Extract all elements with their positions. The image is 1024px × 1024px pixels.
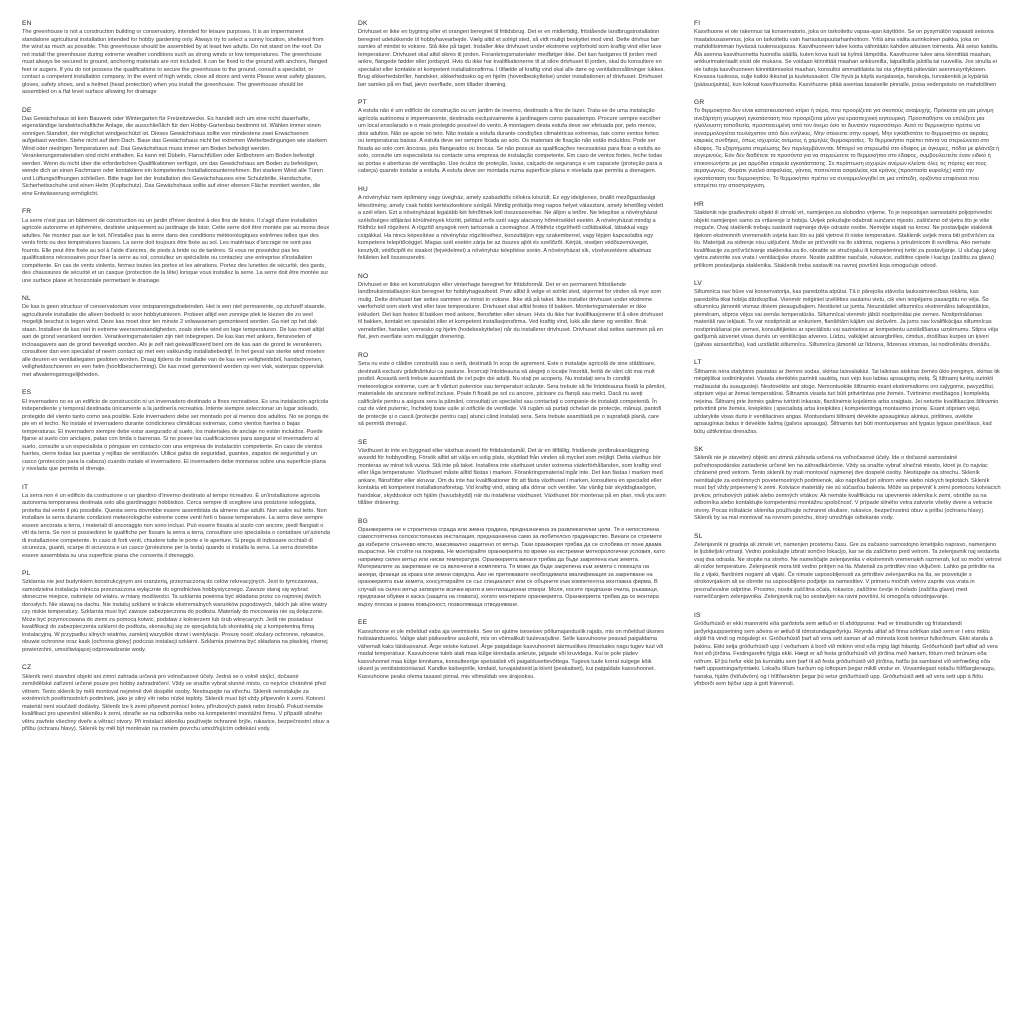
language-code: IS: [694, 611, 701, 619]
instruction-paragraph: A növényház nem építmény vagy üvegház, amely szabadidős célokra készült. Ez egy ideiglenes, önálló mezőgazdasági létesítmény, amely csak hobbi kertészkedésre szolgál. Mindig próbálja meg napos helyet választani, amely lehetőleg védett a szél ellen. Ezt a növényházat legalább két felnőttnek kell összeszerelnie. Ne álljon a tetőre. Ne telepítse a növényházat szélsőséges időjárási körülmények között, például erős szél vagy alacsony hőmérséklet esetén. A növényházat mindig a földhöz kell rögzíteni. A rögzítő anyagok nem tartoznak a csomaghoz. A földhöz rögzíthető csőlábakkal, lábakkal vagy csigákkal. Ha nincs képesítése a növényház rögzítéséhez, konzultáljon egy szakemberrel, vagy lépjen kapcsolatba egy kompetens telepítőcéggel. Magas szél esetén zárja be az összes ajtót és szellőzőt. Kérjük, viseljen védőszemüveget, kesztyűt, védőcipőt és sisakot (fejvédelmet) a növényház telepítése során. A növényházat sík, vízelvezetésre alkalmas felületen kell összeszerelni.: [358, 195, 664, 262]
instruction-paragraph: Kasvuhoone ei ole mõeldud vaba aja veetmiseks. See on ajutine iseseisev põllumajanduslik rajatis, mis on mõeldud üksnes hobiaianduseks. Valige alati päikeseline asukoht, mis on võimalikult tuulevarjuline. Selle kasvuhoone peavad paigaldama vähemalt kaks täiskasvanut. Ärge seiske katusel. Ärge paigaldage kasvuhoonet äärmuslikes ilmaoludes nagu tugev tuul või madal temperatuur. Kasvuhoone tuleb alati maa külge kinnitada ankrute, jalgade või kruvidega. Kui te pole pädev kasvuhoonet maa külge kinnitama, konsulteerige spetsialisti või paigaldusettevõttega. Tugeva tuule korral sulgege kõik uksed ja ventilatsiooniavad. Kandke kaitseprille, kindaid, turvajalatseid ja kiivrit (peakaitset), kui paigaldate kasvuhoonet. Kasvuhoone peaks olema tasasel pinnal, mis võimaldab vee ärajooksu.: [358, 628, 664, 680]
language-section-es: [22, 389, 330, 473]
language-code: RO: [358, 351, 369, 359]
language-code: FR: [22, 208, 32, 216]
language-code: LT: [694, 359, 702, 367]
column-middle: [358, 20, 666, 1024]
instruction-paragraph: A estufa não é um edifício de construção ou um jardim de inverno, destinado a fins de lazer. Trata-se de uma instalação agrícola autónoma e impermanente, destinada exclusivamente à jardinagem como passatempo. Procure sempre escolher um local ensolarado e o mais protegido possível do vento. A montagem desta estufa deve ser efetuada por, pelo menos, dois adultos. Não se apoie no teto. Não instale a estufa durante condições climatéricas extremas, tais como ventos fortes ou temperaturas baixas. A estufa deve ser sempre fixada ao solo. Os materiais de fixação não estão incluídos. Pode ser fixada ao solo com âncoras, pés flangeados ou brocas. Se não possuir as qualificações necessárias para fixar a estufa ao solo, consulte um especialista ou contacte uma empresa de instalação competente. Em caso de ventos fortes, feche todas as portas e aberturas de ventilação. Use óculos de proteção, luvas, calçado de segurança e um capacete (proteção para a cabeça) quando instalar a estufa. A estufa deve ser montada numa superfície plana e nivelada que permita a drenagem.: [358, 108, 663, 175]
instruction-paragraph: Staklenik nije građevinski objekt ili zimski vrt, namijenjen za slobodno vrijeme. To je nepostojan samostalni poljoprivredni objekt namijenjen samo za vrtlarenje iz hobija. Uvijek pokušajte odabrati sunčano mjesto, zaštićeno od vjetra što je više moguće. Ovaj staklenik trebaju sastaviti najmanje dvije odrasle osobe. Nemojte stajati na krovu. Ne postavljajte staklenik tijekom ekstremnih vremenskih uvjeta kao što su jaki vjetrovi ili niske temperature. Staklenik uvijek mora biti pričvršćen za tlo. Materijali za sidrenje nisu uključeni. Može se pričvrstiti na tlo sidrima, nogama s prirubnicom ili svrdlima. Ako nemate kvalifikacije za pričvršćivanje staklenika za tlo, obratite se stručnjaku ili kompetentnoj tvrtki za postavljanje. U slučaju jakog vjetra zatvorite sva vrata i ventilacijske otvore. Nosite zaštitne naočale, rukavice, zaštitne cipele i kacigu (zaštitu za glavu) prilikom postavljanja staklenika. Staklenik treba sastaviti na ravnoj površini koja omogućuje odvod.: [694, 210, 997, 269]
language-code: SK: [694, 446, 704, 454]
instruction-paragraph: Das Gewächshaus ist kein Bauwerk oder Wintergarten für Freizeitzwecke. Es handelt sich um eine nicht dauerhafte, eigenständige landwirtschaftliche Anlage, die ausschließlich für den Hobby-Gartenbau bestimmt ist. Wählen immer einen sonnigen Standort, der möglichst windgeschützt ist. Dieses Gewächshaus sollte von mindestens zwei Erwachsenen aufgebaut werden. Stehe nicht auf dem Dach. Baue das Gewächshaus nicht bei extremen Wetterbedingungen wie starkem Wind oder niedrigen Temperaturen auf. Das Gewächshaus muss immer am Boden befestigt werden. Verankerungsmaterialien sind nicht enthalten. Es kann mit Dübeln, Flanschfüßen oder Erdbohrern am Boden befestigt werden. Wenn du nicht über die erforderlichen Qualifikationen verfügst, um das Gewächshaus am Boden zu befestigen, wende dich an einen Fachmann oder kontaktiere ein kompetentes Installationsunternehmen. Bei starkem Wind alle Türen und Lüftungsöffnungen schließen. Bitte trage bei der Installation des Gewächshauses eine Schutzbrille, Handschuhe, Sicherheitsschuhe und einen Helm (Kopfschutz). Das Gewächshaus sollte auf einer ebenen Fläche montiert werden, die eine Entwässerung ermöglicht.: [22, 115, 327, 197]
instruction-paragraph: Växthuset är inte en byggnad eller växthus avsett för fritidsändamål. Det är en tillfällig, fristående jordbruksanläggning avsedd för hobbyodling. Försök alltid att välja en solig plats, skyddad från vinden så mycket som möjligt. Detta växthus bör monteras av minst två vuxna. Stå inte på taket. Installera inte växthuset under extrema väderförhållanden, som kraftig vind eller låga temperaturer. Växthuset måste alltid fästas i marken. Förankringsmaterial ingår inte. Det kan fästas i marken med ankare, flänsfötter eller skruvar. Om du inte har kvalifikationer för att fästa växthuset i marken, konsultera en specialist eller kontakta ett kompetent installationsföretag. Vid kraftig vind, stäng alla dörrar och ventiler. Var vänlig bär skyddsglasögon, handskar, skyddsskor och hjälm (huvudskydd) när du installerar växthuset. Växthuset bör monteras på en plan, nivå yta som tillåter dränering.: [358, 447, 666, 507]
language-section-fr: [22, 208, 330, 285]
instruction-paragraph: Szklarnia nie jest budynkiem konstrukcyjnym ani oranżerią, przeznaczoną do celów rekreacyjnych. Jest to tymczasowa, samodzielna instalacja rolnicza przeznaczona wyłącznie do ogrodnictwa hobbystycznego. Zawsze staraj się wybrać słoneczne miejsce, osłonięte od wiatru, w miarę możliwości. Ta szklarnia powinna być składana przez co najmniej dwóch dorosłych. Nie stawaj na dachu. Nie instaluj szklarni w trakcie ekstremalnych warunków pogodowych, takich jak silne wiatry czy niskie temperatury. Szklarnia musi być zawsze zabezpieczona do podłoża. Materiały do mocowania nie są dołączone. Może być przymocowana do ziemi za pomocą kotwic, podstaw z kołnierzem lub śrub wkręcanych. Jeśli nie posiadasz kwalifikacji do zabezpieczenia szklarni do podłoża, skonsultuj się ze specjalistą lub skontaktuj się z kompetentną firmą instalacyjną. W przypadku silnych wiatrów, zamknij wszystkie drzwi i wentylacje. Proszę nosić okulary ochronne, rękawice, obuwie ochronne oraz kask (ochrona głowy) podczas instalacji szklarni. Szklarnia powinna być składana na płaskiej, równej powierzchni, umożliwiającej odprowadzanie wody.: [22, 579, 328, 653]
language-code: CZ: [22, 664, 32, 672]
instruction-paragraph: Sera nu este o clădire construită sau o seră, destinată în scop de agrement. Este o instalație agricolă de sine stătătoare, destinată exclusiv grădinăritului ca pasiune. Încercați întotdeauna să alegeți o locație însorită, ferită de vânt cât mai mult posibil. Această seră trebuie asamblată de cel puțin doi adulți. Nu stați pe acoperiș. Nu instalați sera în condiții meteorologice extreme, cum ar fi vânturi puternice sau temperaturi scăzute. Sera trebuie să fie întotdeauna fixată la pământ, materialele de ancorare nefiind incluse. Poate fi fixată pe sol cu ancore, picioare cu flanșă sau melci. Dacă nu aveți calificările pentru a asigura sera la pământ, consultați un specialist sau contactați o companie de instalații competentă. În caz de vânt puternic, închideți toate ușile și orificiile de ventilație. Vă rugăm să purtați ochelari de protecție, mănuși, pantofi de protecție și o cască (protecție pentru cap) atunci când instalați sera. Sera trebuie asamblată pe o suprafață plană, care să permită drenajul.: [358, 361, 666, 428]
language-section-en: [22, 20, 330, 97]
language-code: DE: [22, 106, 32, 114]
language-section-is: [694, 612, 1002, 689]
language-code: PL: [22, 570, 31, 578]
language-code: SE: [358, 438, 368, 446]
language-code: BG: [358, 517, 368, 525]
language-section-dk: [358, 20, 666, 89]
instruction-paragraph: Siltumnīca nav būve vai konservatorija, kas paredzēta atpūtai. Tā ir pārejoša stāvoša lauksaimniecības iekārta, kas paredzēta tikai hobija dārzkopībai. Vienmēr mēģiniet izvēlēties saulainu vietu, cik vien iespējams pasargātu no vēja. Šo siltumnīcu jāmontē vismaz diviem pieaugušajiem. Nestāviet uz jumta. Neuzstādiet siltumnīcu ekstremālos laikapstākļos, piemēram, stipros vējos vai zemās temperatūrās. Siltumnīcai vienmēr jābūt nostiprinātai pie zemes. Nostiprināšanas materiāli nav iekļauti. To var nostiprināt ar enkuriem, flanšētām kājām vai skrūvēm. Ja jums nav kvalifikācijas siltumnīcas nostiprināšanai pie zemes, konsultējieties ar speciālistu vai sazinieties ar kompetentu uzstādīšanas uzņēmumu. Stipra vēja gadījumā aizveriet visas durvis un ventilācijas atveres. Lūdzu, valkājiet aizsargbrilles, cimdus, drošības kurpes un ķiveri (galvas aizsardzība), kad uzstādāt siltumnīcu. Siltumnīca jāmontē uz līdzena, līdzenas virsmas, lai nodrošinātu drenāžu.: [694, 289, 999, 348]
language-code: PT: [358, 99, 367, 107]
instruction-paragraph: De kas is geen structuur of conservatorium voor ontspanningsdoeleinden. Het is een niet permanente, op zichzelf staande, agriculturele installatie die alleen bedoeld is voor hobbytuinieren. Probeer altijd een zonnige plek te kiezen die zo veel mogelijk beschut is tegen wind. Deze kas moet door ten minste 2 volwassenen gemonteerd worden. Ga niet op het dak staan. Installeer de kas niet in extreme weersomstandigheden, zoals sterke wind en lage temperaturen. De kas moet altijd aan de grond verankerd worden. Verankeringsmaterialen zijn niet inbegrepen. De kas kan met ankers, flensvoeten of incloaagavers aan de grond bevestigd worden. Als je zelf niet gekwalificeerd bent om de kas aan de grond te verankeren, consulteer dan een specialist of neem contact op met een vakkundig installatiebedrijf. In het geval van sterke wind moeten alle deuren en ventilatiegaten gesloten worden. Draag tijdens de installatie van de kas een veiligheidsbril, handschoenen, veiligheidsschoenen en een helm (hoofdbescherming). De kas moet gemonteerd worden op een vlak, waterpas oppervlak met afwateringsmogelijkheden.: [22, 304, 326, 378]
instruction-paragraph: El invernadero no es un edificio de construcción ni un invernadero destinado a fines recreativos. Es una instalación agrícola independiente y temporal destinada únicamente a la jardinería recreativa. Intente siempre seleccionar un lugar soleado, protegido del viento tanto como sea posible. Este invernadero debe ser montado por al menos dos adultos. No se ponga de pie en el techo. No instale el invernadero durante condiciones climáticas extremas, como vientos fuertes o bajas temperaturas. El invernadero siempre debe estar asegurado al suelo, los materiales de anclaje no están incluidos. Puede fijarse al suelo con anclajes, patas con brida o barrenas. Si no posee las cualificaciones para asegurar el invernadero al suelo, consulte a un especialista o póngase en contacto con una empresa de instalación competente. En caso de vientos fuertes, cierre todas las puertas y rejillas de ventilación. Utilice gafas de seguridad, guantes, zapatos de seguridad y un casco (protección para la cabeza) cuando instale el invernadero. El invernadero debe montarse sobre una superficie plana y nivelada que permita el drenaje.: [22, 398, 329, 473]
language-section-hr: [694, 201, 1002, 270]
instruction-paragraph: Zelenjavnik ni gradnja ali zimski vrt, namenjen prostemu času. Gre za začasno samostojno kmetijsko napravo, namenjeno le ljubiteljski vrtnarji. Vedno poskušajte izbrati sončno lokacijo, kar se da zaščiteno pred vetrom. Ta zelenjavnik naj sestavita vsaj dva odrasla. Ne stopite na streho. Ne nameščajte zelenjavnika v ekstremnih vremenskih razmerah, kot so močni vetrovi ali nizke temperature. Zelenjavnik mora biti vedno pritrjen na tla. Materiali za pritrditev niso vključeni. Lahko ga pritrdite na tla z vijaki, flanšnimi nogami ali vijaki. Če nimate usposobljenosti za pritrditev zelenjavnika na tla, se posvetujte s strokovnjakom ali se obrnite na usposobljeno podjetje za namestitev. V primeru močnih vetrov zaprite vsa vrata in prezračevalne odprtine. Prosimo, nosite zaščitna očala, rokavice, zaščitne čevlje in čelado (zaščita glave) med nameščanjem zelenjavnika. Zelenjavnik naj bo sestavljen na ravni površini, ki omogoča odvodnjavanje.: [694, 541, 1002, 601]
instruction-paragraph: Оранжерията не е строителна сграда или зимна градина, предназначена за развлекателни цели. Тя е непостоянна самостоятелна селскостопанска инсталация, предназначена само за любителско градинарство. Винаги се стремете да изберете слънчево място, максимално защитено от вятър. Тази оранжерия трябва да се сглобява от поне двама възрастни. Не стойте на покрива. Не монтирайте оранжерията по време на екстремни метеорологични условия, като например силен вятър или ниски температури. Оранжерията винаги трябва да бъде закрепена към земята. Материалите за закрепване не са включени в комплекта. Тя може да бъде закрепена към земята с помощта на анкери, фланци за крака или земни свредла. Ако не притежавате необходимата квалификация за закрепване на оранжерията към земята, консултирайте се със специалист или се обърнете към компетентна монтажна фирма. В случай на силен вятър затворете всички врати и вентилационни отвори. Моля, носете предпазни очила, ръкавици, предпазни обувки и каска (защита на главата), когато монтирате оранжерията. Оранжерията трябва да се монтира върху плоска и равна повърхност, позволяваща отводняване.: [358, 526, 665, 608]
instruction-paragraph: Kasvihuone ei ole rakennus tai konservatorio, joka on tarkoitettu vapaa-ajan käyttöön. Se on pysymätön vapaasti seisova maatalousasennus, joka on tarkoitettu vain harrastuspuutarhanhoitoon. Yritä aina valita aurinkoinen paikka, joka on mahdollisimman hyvässä tuulensuojassa. Kasvihuoneen tulee koota vähintään kahden aikuisen toimesta. Älä seiso katolla. Älä asenna kasvihuonetta huonolla säällä, kuten kova tuuli tai kylmä lämpötila. Kasvihuone tulee aina kiinnittää maahan, ankkurimateriaalit eivät ole mukana. Se voidaan kiinnittää maahan ankkureilla, laipallisilla jaloilla tai ruuveilla. Jos sinulla ei ole taitoja kasvihuoneen kiinnittämiseksi maahan, konsultoi ammattilaista tai ota yhteyttä pätevään asennusyritykseen. Kovassa tuulessa, sulje kaikki ikkunat ja tuuletusaukot. Ole hyvä ja käytä suojalaseja, hanskoja, turvakenkiä ja kypärää (pääsuojainta), kun kokoat kasvihuonetta. Kasvihuone pitää asentaa tasaiselle pinnalle, jossa vedenpoisto on mahdollinen: [694, 29, 999, 88]
instruction-paragraph: Drivhuset er ikke en bygning eller et orangeri beregnet til fritidsbrug. Det er en midlertidig, fritstående landbrugsinstallation beregnet udelukkende til hobbyhavearbejde. Vælg altid et solrigt sted, så vidt muligt beskyttet mod vind. Dette drivhus bør samles af mindst to voksne. Stå ikke på taget. Installer ikke drivhuset under ekstreme vejrforhold som kraftig vind eller lave temperaturer. Drivhuset skal altid sikres til jorden. Forankringsmaterialer medfølger ikke. Det kan fastgøres til jorden med ankre, flangede fødder eller jordspyd. Hvis du ikke har kvalifikationerne til at sikre drivhuset til jorden, skal du konsultere en specialist eller kontakte et kompetent installationsfirma. I tilfælde af kraftig vind skal alle døre og ventilationsåbninger lukkes. Brug sikkerhedsbriller, handsker, sikkerhedssko og en hjelm (hovedbeskyttelse) under installationen af drivhuset. Drivhuset bør samles på en flad, jævn overflade, som tillader dræning.: [358, 29, 665, 88]
instruction-paragraph: Šiltnamis nėra statybinis pastatas ar žiemos sodas, skirtas laisvalaikiui. Tai laikinas atskiras žemės ūkio įrenginys, skirtas tik mėgėjiškai sodininkystei. Visada stenkitės parinkti saulėtą, nuo vėjo kuo labiau apsaugotą vietą. Šį šiltnamį turėtų surinkti mažiausiai du suaugusieji. Nestovėkite ant stogo. Nemontuokite šiltnamio esant ekstremalioms oro sąlygoms, pavyzdžiui, stipriam vėjui ar žemai temperatūrai. Šiltnamis visada turi būti pritvirtintas prie žemės. Tvirtinimo medžiagos į komplektą neįeina. Šiltnamį prie žemės galima tvirtinti inkarais, flanšinėmis kojelėmis arba sraigtais. Jei neturite kvalifikacijos šiltnamio pritvirtinti prie žemės, kreipkitės į specialistą arba kreipkitės į kompetentingą montavimo įmonę. Esant stipriam vėjui, uždarykite visas duris ir ventiliacines angas. Montuodami šiltnamį dėvėkite apsauginius akinius, pirštines, avėkite apsauginius batus ir dėvėkite šalmą (galvos apsauga). Šiltnamis turi būti montuojamas ant lygaus lygaus paviršiaus, kad būtų užtikrintas drenažas.: [694, 368, 1000, 435]
language-code: NO: [358, 272, 369, 280]
language-code: DK: [358, 20, 368, 27]
instruction-paragraph: La serre n'est pas un bâtiment de construction ou un jardin d'hiver destiné à des fins de loisirs. Il s'agit d'une installation agricole autonome et éphémère, destinée uniquement au jardinage de loisir. Cette serre doit être montée par au moins deux adultes. Ne montez pas sur le toit. N'installez pas la serre dans des conditions météorologiques extrêmes telles que des vents forts ou des températures basses. La serre doit toujours être fixée au sol. Les matériaux d'ancrage ne sont pas fournis. Elle peut être fixée au sol à l'aide d'ancres, de pieds à bride ou de tarières. Si vous ne possédez pas les qualifications nécessaires pour fixer la serre au sol, consultez un spécialiste ou contactez une entreprise d'installation compétente. En cas de vents violents, fermez toutes les portes et les aérations. Portez des lunettes de sécurité, des gants, des chaussures de sécurité et un casque (protection de la tête) lorsque vous installez la serre. La serre doit être montée sur une surface plane et horizontale permettant le drainage.: [22, 217, 330, 284]
language-code: HU: [358, 185, 368, 193]
language-code: HR: [694, 200, 704, 208]
language-code: LV: [694, 280, 702, 288]
language-section-sk: [694, 446, 1002, 523]
instruction-paragraph: Drivhuset er ikke en konstruksjon eller vinterhage beregnet for fritidsformål. Det er en permanent frittstående landbruksinstallasjon kun beregnet for hobbyhagearbeid. Prøv alltid å velge et solrikt sted, skjermet for vinden så mye som mulig. Dette drivhuset bør settes sammen av minst to voksne. Ikke stå på taket. Ikke installer drivhuset under ekstreme værforhold som sterk vind eller lave temperaturer. Drivhuset skal alltid festes til bakken. Monteringsmaterialer er ikke inkludert. Det kan festes til bakken med ankere, flensføtter eller skruer. Hvis du ikke har kvalifikasjonene til å sikre drivhuset til bakken, kontakt en spesialist eller et kompetent installasjonsfirma. Ved kraftig vind, lukk alle dører og ventiler. Bruk vernebriller, hansker, vernesko og hjelm (hodebeskyttelse) når du installerer drivhuset. Drivhuset skal settes sammen på en flat, jevn overflate som muliggjør drenering.: [358, 281, 664, 341]
language-section-cz: [22, 664, 330, 733]
language-section-bg: [358, 518, 666, 610]
language-section-it: [22, 484, 330, 561]
instruction-paragraph: Gróðurhúsið er ekki mannvirki eða garðstofa sem ætluð er til afslöppunar. Það er tímabundin og frístandandi jarðyrkjuuppsetning sem aðeins er ætluð til tómstundagarðyrkju. Reyndu alltaf að finna sólríkan stað sem er í eins miklu skjóli frá vindi og mögulegt er. Gróðurhúsið þarf að vera sett saman af að minnsta kosti tveimur fullorðnum. Ekki standa á þakinu. Ekki setja gróðurhúsið upp í veðurham á borð við mikinn vind eða mjög lágt hitastig. Gróðurhúsið þarf alltaf að vera fest við jörðina. Festingarefni fylgja ekki. Hægt er að festa gróðurhúsið við jörðina með hæium, fótum með brúnum eða nöfrum. Ef þú hefur ekki þá kunnáttu sem þarf til að festa gróðurhúsið við jörðina, hafðu þá samband við sérfræðing eða hæft uppsetningarfyrirtæki. Lokaðu öllum hurðum og loftopum þegar mikill vindur er. Vinsamlegast notaðu hlífðargleraugu, hanska, hjálm (höfuðvörn) og í hlífðarskóm þegar þú setur gróðurhúsið upp. Gróðurhúsið ætti að vera sett upp á flötu yfirborði sem býður upp á gott frárennsli.: [694, 621, 998, 688]
language-code: EN: [22, 20, 32, 27]
language-code: NL: [22, 295, 31, 303]
language-section-no: [358, 273, 666, 342]
language-code: GR: [694, 99, 705, 107]
language-section-ee: [358, 619, 666, 681]
instruction-paragraph: La serra non è un edificio da costruzione o un giardino d'inverno destinato al tempo ricreativo. È un'installazione agricola autonoma temporanea destinata solo alla giardinaggio hobbistico. Cerca sempre di scegliere una posizione soleggiata, protetta dal vento il più possibile. Questa serra dovrebbe essere assemblata da almeno due adulti. Non salire sul tetto. Non installare la serra durante condizioni meteorologiche estreme come venti forti o basse temperature. La serra deve sempre essere ancorata a terra, i materiali di ancoraggio non sono inclusi. Può essere fissata al suolo con ancore, piedi flangiati o viti da terra. Se non si possiedono le qualifiche per fissare la serra a terra, consultare uno specialista o contattare un'azienda di installazione competente. In caso di forti venti, chiudere tutte le porte e le aperture. Si prega di indossare occhiali di sicurezza, guanti, scarpe di sicurezza e un casco (protezione per la testa) quando si installa la serra. La serra dovrebbe essere assemblata su una superficie piana che consenta il drenaggio.: [22, 492, 330, 559]
language-section-pt: [358, 99, 666, 176]
language-code: EE: [358, 619, 368, 627]
instruction-paragraph: Το θερμοκήπιο δεν είναι κατασκευαστικό κτίριο ή σέρα, που προορίζεται για σκοπούς αναψυχής. Πρόκειται για μια μόνιμη ανεξάρτητη γεωργική εγκατάσταση που προορίζεται μόνο για ερασιτεχνική κηπουρική. Προσπαθήστε να επιλέξετε μια ηλιόλουστη τοποθεσία, προστατευμένη από τον άνεμο όσο το δυνατόν περισσότερο. Αυτό το θερμοκήπιο πρέπει να συναρμολογείται τουλάχιστον από δύο ενήλικες. Μην στέκεστε στην οροφή. Μην εγκαθιστάτε το θερμοκήπιο σε ακραίες καιρικές συνθήκες, όπως ισχυρούς ανέμους ή χαμηλές θερμοκρασίες. Το θερμοκήπιο πρέπει πάντα να στερεώνεται στο έδαφος. Τα εξαρτήματα στερέωσης δεν περιλαμβάνονται. Μπορεί να στερεωθεί στο έδαφος με άγκυρες, πόδια με φλάντζα ή αυγερινούς. Εάν δεν διαθέτετε τα προσόντα για να στερεώσετε το θερμοκήπιο στο έδαφος, συμβουλευτείτε έναν ειδικό ή επικοινωνήστε με μια αρμόδια εταιρεία εγκατάστασης. Σε περίπτωση ισχυρών ανέμων κλείστε όλες τις πόρτες και τους αεραγωγούς. Φοράτε γυαλιά ασφαλείας, γάντια, παπούτσια ασφαλείας και κράνος (προστασία κεφαλής) κατά την εγκατάσταση του θερμοκηπίου. Το θερμοκήπιο πρέπει να συναρμολογηθεί σε μια επίπεδη, οριζόντια επιφάνεια που επιτρέπει την αποστράγγιση.: [694, 108, 1000, 190]
language-section-se: [358, 439, 666, 508]
language-code: ES: [22, 389, 32, 397]
language-section-pl: [22, 570, 330, 654]
column-left: [22, 20, 330, 1024]
language-section-gr: [694, 99, 1002, 191]
language-section-sl: [694, 533, 1002, 602]
column-right: [694, 20, 1002, 1024]
language-section-fi: [694, 20, 1002, 89]
instruction-paragraph: Skleník není stavební objekt ani zimní zahrada určená pro volnočasové účely. Jedná se o volně stojící, dočasné zemědělské zařízení určené pouze pro hobby zahradničení. Vždy se snažte vybrat slunné místo, co nejvíce chráněné před větrem. Tento skleník by měli montovat nejméně dvě dospělé osoby. Nestoupejte na střechu. Skleník neinstalujte za extrémních povětrnostních podmínek, jako je silný vítr nebo nízké teploty. Skleník musí být vždy připevněn k zemi. Kotevní materiál není součástí dodávky. Skleník lze k zemi připevnit pomocí kotev, přírubových patek nebo šroubů. Pokud nemáte kvalifikaci pro upevnění skleníku k zemi, obraťte se na odborníka nebo na kompetentní montážní firmu. V případě silného větru zavřete všechny dveře a větrací otvory. Při instalaci skleníku používejte ochranné brýle, rukavice, bezpečnostní obuv a přilbu (ochranu hlavy). Skleník by měl být montován na rovném povrchu umožňujícím odtékání vody.: [22, 673, 330, 733]
language-section-hu: [358, 186, 666, 263]
instruction-paragraph: Skleník nie je stavebný objekt ani zimná záhrada určená na voľnočasové účely. Ide o dočasné samostatné poľnohospodárske zariadenie určené len na záhradkárčenie. Vždy sa snažte vybrať slnečné miesto, ktoré je čo najviac chránené pred vetrom. Tento skleník by mali montovať najmenej dve dospelé osoby. Nestúpajte na strechu. Skleník neinštalujte za extrémnych poveternostných podmienok, ako napríklad pri silnom vetre alebo nízkych teplotách. Skleník musí byť vždy pripevnený k zemi. Kotviace materiály nie sú súčasťou balenia. Môže sa pripevniť k zemi pomocou kotviacich prvkov, prírubových pätiek alebo zemných vrtákov. Ak nemáte kvalifikáciu na upevnenie skleníka k zemi, obráťte sa na odborníka alebo kontaktujte kompetentnú montážnu spoločnosť. V prípade silného vetra zatvorte všetky dvere a vetracie otvory. Pocas inštalácie skleníka používajte ochranné okuliare, rukavice, bezpečnostnú obuv a prilbu (ochranu hlavy). Skleník by sa mal montovať na rovnom povrchu, ktorý umožňuje odtekanie vody.: [694, 455, 1001, 522]
language-section-ro: [358, 352, 666, 429]
language-section-nl: [22, 295, 330, 379]
language-code: IT: [22, 483, 29, 491]
instruction-paragraph: The greenhouse is not a construction building or conservatory, intended for leisure purposes. It is an impermanent standalone agricultural installation intended for hobby gardening only. Always try to select a sunny location, sheltered from the wind as much as possible. This greenhouse should be assembled by at least two adults. Do not stand on the roof. Do not install the greenhouse during extreme weather conditions such as strong winds or low temperatures. The greenhouse must always be secured to ground, anchoring materials are not included. It can be fixed to the ground with anchors, flanged feet or augers. If you do not possess the qualifications to secure the greenhouse to the ground, consult a specialist, or contact a competent installation company. In the event of high winds, close all doors and vents Please wear safety glasses, gloves, safety shoes, and a helmet (head protection) when you install the greenhouse. The greenhouse should be assembled on a flat level surface allowing for drainage: [22, 29, 328, 96]
language-code: FI: [694, 20, 701, 27]
language-section-lv: [694, 280, 1002, 349]
language-code: SL: [694, 532, 703, 540]
language-section-de: [22, 107, 330, 199]
language-section-lt: [694, 359, 1002, 436]
